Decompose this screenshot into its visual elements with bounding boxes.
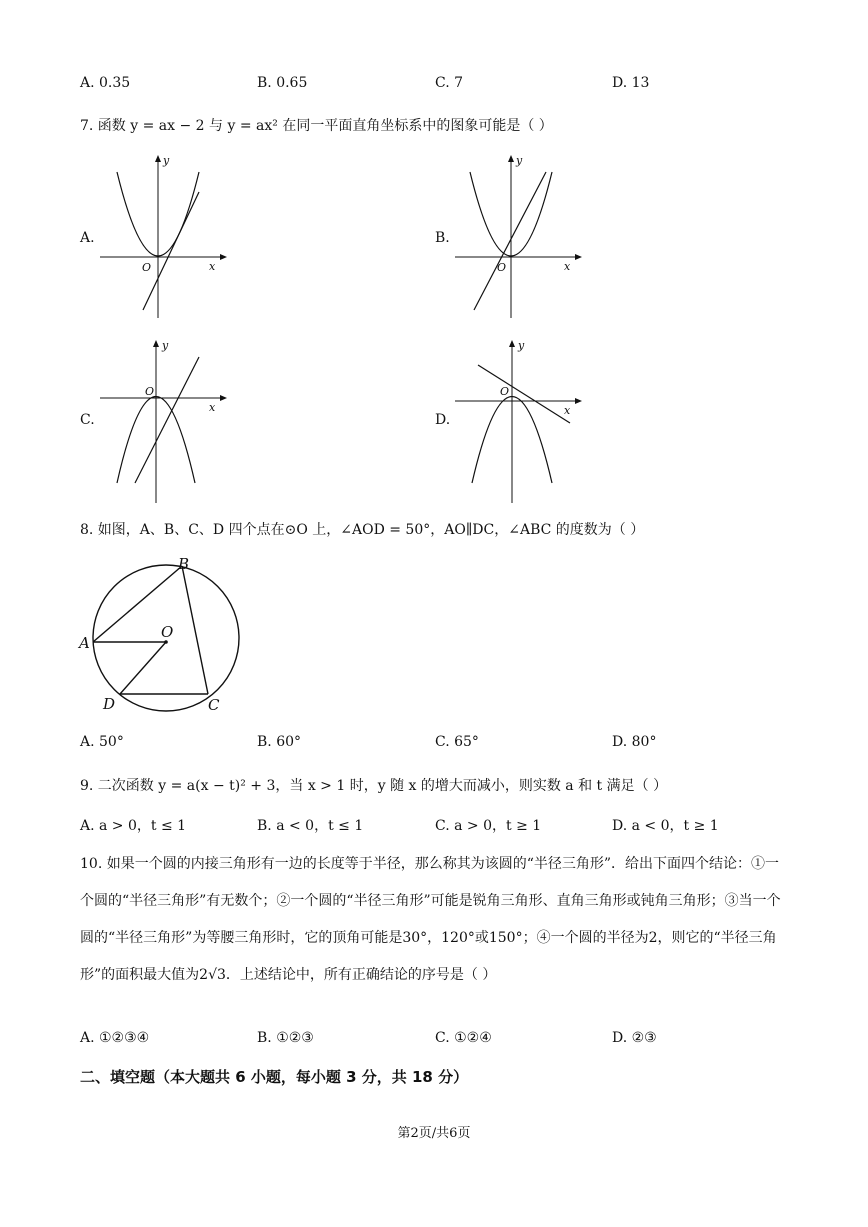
q8-point-c-label: C (208, 696, 220, 714)
q7-question-text: 7. 函数 y = ax − 2 与 y = ax² 在同一平面直角坐标系中的图象可能是（ ） (80, 118, 553, 134)
q7-graph-b-y-label: y (516, 154, 523, 167)
q7-graph-c-label: C. (80, 412, 95, 428)
q9-option-c: C. a > 0，t ≥ 1 (435, 818, 542, 834)
q9-option-a: A. a > 0，t ≤ 1 (80, 818, 187, 834)
q7-graph-a (95, 150, 230, 320)
q7-graph-a-label: A. (80, 230, 95, 246)
q7-graph-d-x-label: x (564, 404, 571, 417)
q10-option-d: D. ②③ (612, 1030, 657, 1046)
q9-option-d: D. a < 0，t ≥ 1 (612, 818, 719, 834)
q7-graph-a-origin-label: O (142, 261, 152, 274)
page-number-footer: 第2页/共6页 (397, 1126, 471, 1141)
q8-question-text: 8. 如图，A、B、C、D 四个点在⊙O 上，∠AOD = 50°，AO∥DC，∠ABC 的度数为（ ） (80, 522, 645, 538)
q8-point-a-label: A (79, 634, 90, 652)
q10-option-b: B. ①②③ (257, 1030, 314, 1046)
q6-option-d: D. 13 (612, 75, 650, 91)
q9-option-b: B. a < 0，t ≤ 1 (257, 818, 364, 834)
q6-option-a: A. 0.35 (80, 75, 131, 91)
q7-graph-c (95, 335, 230, 505)
q7-graph-c-y-label: y (162, 339, 169, 352)
q6-option-c: C. 7 (435, 75, 464, 91)
q7-graph-b (450, 150, 585, 320)
q8-point-b-label: B (178, 555, 190, 573)
q7-graph-d-label: D. (435, 412, 451, 428)
q8-point-o-label: O (161, 623, 174, 641)
q7-graph-d-y-label: y (518, 339, 525, 352)
q7-graph-d-origin-label: O (500, 385, 510, 398)
q8-option-b: B. 60° (257, 734, 302, 750)
section-2-heading: 二、填空题（本大题共 6 小题，每小题 3 分，共 18 分） (80, 1068, 469, 1086)
q7-graph-b-label: B. (435, 230, 450, 246)
q7-graph-a-x-label: x (209, 260, 216, 273)
q8-circle-figure (75, 552, 250, 717)
q9-question-text: 9. 二次函数 y = a(x − t)² + 3，当 x > 1 时，y 随 x 的增大而减小，则实数 a 和 t 满足（ ） (80, 778, 668, 794)
q7-graph-c-x-label: x (209, 401, 216, 414)
q7-graph-b-x-label: x (564, 260, 571, 273)
q10-option-c: C. ①②④ (435, 1030, 492, 1046)
q7-graph-b-origin-label: O (497, 261, 507, 274)
q7-graph-d (450, 335, 585, 505)
q10-question-text: 10. 如果一个圆的内接三角形有一边的长度等于半径，那么称其为该圆的“半径三角形”．给出下面四个结论：①一个圆的“半径三角形”有无数个；②一个圆的“半径三角形”可能是锐角三角形、直角三角形或钝角三角形；③当一个圆的“半径三角形”为等腰三角形时，它的顶角可能是30°，120°或150°；④一个圆的半径为2，则它的“半径三角形”的面积最大值为2√3．上述结论中，所有正确结论的序号是（ ） (80, 856, 781, 983)
q8-option-d: D. 80° (612, 734, 657, 750)
q6-option-b: B. 0.65 (257, 75, 308, 91)
q8-option-a: A. 50° (80, 734, 124, 750)
q8-point-d-label: D (103, 695, 116, 713)
q7-graph-a-y-label: y (163, 154, 170, 167)
q8-option-c: C. 65° (435, 734, 479, 750)
q7-graph-c-origin-label: O (145, 385, 155, 398)
q10-option-a: A. ①②③④ (80, 1030, 150, 1046)
